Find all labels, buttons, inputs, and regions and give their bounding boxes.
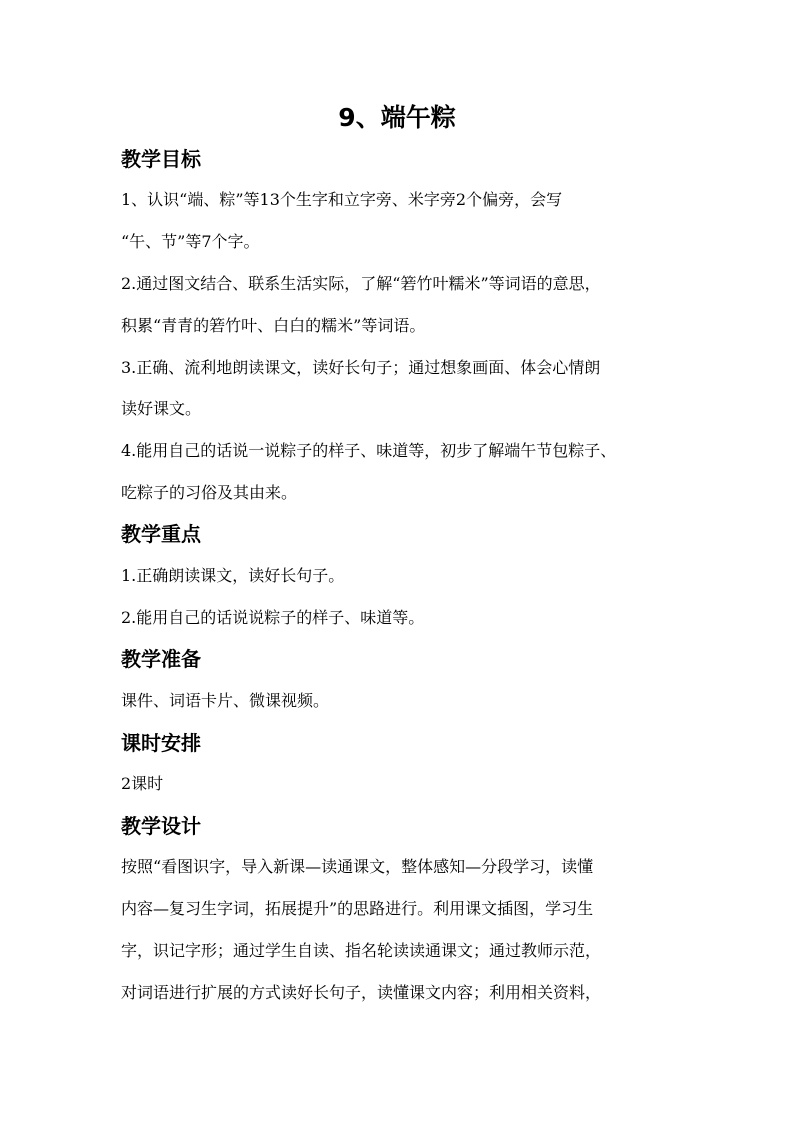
paragraph-line: 2.能用自己的话说说粽子的样子、味道等。	[121, 608, 425, 627]
paragraph-line: 3.正确、流利地朗读课文，读好长句子；通过想象画面、体会心情朗	[121, 358, 601, 377]
paragraph-line: 吃粽子的习俗及其由来。	[121, 483, 298, 502]
paragraph-line: 读好课文。	[121, 399, 202, 418]
section-heading-preparation: 教学准备	[121, 647, 201, 671]
paragraph-line: “午、节”等7个字。	[121, 232, 260, 251]
paragraph-line: 1.正确朗读课文，读好长句子。	[121, 566, 345, 585]
paragraph-line: 2.通过图文结合、联系生活实际，了解“箬竹叶糯米”等词语的意思，	[121, 274, 601, 293]
paragraph-line: 内容—复习生字词，拓展提升”的思路进行。利用课文插图，学习生	[121, 899, 594, 918]
page-title: 9、端午粽	[338, 103, 456, 132]
paragraph-line: 字，识记字形；通过学生自读、指名轮读读通课文；通过教师示范，	[121, 941, 602, 960]
paragraph-line: 课件、词语卡片、微课视频。	[121, 691, 330, 710]
section-heading-design: 教学设计	[121, 814, 201, 838]
section-heading-objectives: 教学目标	[121, 147, 201, 171]
paragraph-line: 2课时	[121, 774, 164, 793]
section-heading-schedule: 课时安排	[121, 731, 201, 755]
paragraph-line: 积累“青青的箬竹叶、白白的糯米”等词语。	[121, 316, 426, 335]
paragraph-line: 1、认识“端、粽”等13个生字和立字旁、米字旁2个偏旁，会写	[121, 190, 563, 209]
paragraph-line: 按照“看图识字，导入新课—读通课文，整体感知—分段学习，读懂	[121, 857, 594, 876]
paragraph-line: 对词语进行扩展的方式读好长句子，读懂课文内容；利用相关资料，	[121, 983, 602, 1002]
section-heading-key-points: 教学重点	[121, 522, 201, 546]
paragraph-line: 4.能用自己的话说一说粽子的样子、味道等，初步了解端午节包粽子、	[121, 441, 617, 460]
